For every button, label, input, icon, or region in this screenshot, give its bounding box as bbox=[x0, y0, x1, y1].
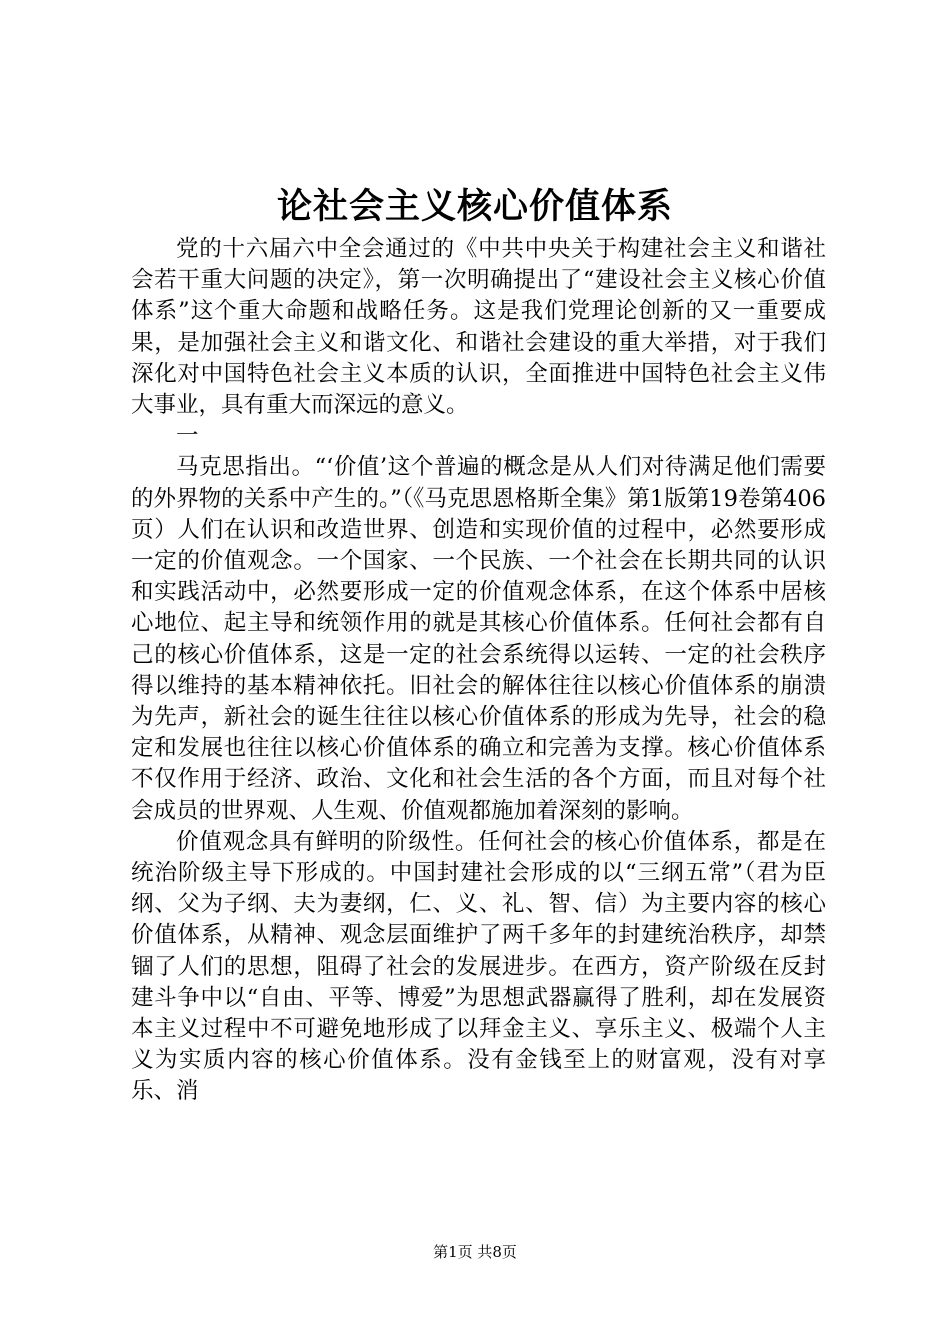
document-body bbox=[131, 234, 826, 1108]
paragraph-intro: 党的十六届六中全会通过的《中共中央关于构建社会主义和谐社会若干重大问题的决定》，第一次明确提出了“建设社会主义核心价值体系”这个重大命题和战略任务。这是我们党理论创新的又一重要成果，是加强社会主义和谐文化、和谐社会建设的重大举措，对于我们深化对中国特色社会主义本质的认识，全面推进中国特色社会主义伟大事业，具有重大而深远的意义。 bbox=[131, 236, 826, 419]
paragraph-class-nature: 价值观念具有鲜明的阶级性。任何社会的核心价值体系，都是在统治阶级主导下形成的。中国封建社会形成的以“三纲五常”（君为臣纲、父为子纲、夫为妻纲，仁、义、礼、智、信）为主要内容的核心价值体系，从精神、观念层面维护了两千多年的封建统治秩序，却禁锢了人们的思想，阻碍了社会的发展进步。在西方，资产阶级在反封建斗争中以“自由、平等、博爱”为思想武器赢得了胜利，却在发展资本主义过程中不可避免地形成了以拜金主义、享乐主义、极端个人主义为实质内容的核心价值体系。没有金钱至上的财富观，没有对享乐、消 bbox=[131, 828, 826, 1105]
section-heading-one: 一 bbox=[176, 423, 199, 450]
paragraph-marx-quote: 马克思指出。“‘价值’这个普遍的概念是从人们对待满足他们需要的外界物的关系中产生的。”（《马克思恩格斯全集》第1版第19卷第406页）人们在认识和改造世界、创造和实现价值的过程中，必然要形成一定的价值观念。一个国家、一个民族、一个社会在长期共同的认识和实践活动中，必然要形成一定的价值观念体系，在这个体系中居核心地位、起主导和统领作用的就是其核心价值体系。任何社会都有自己的核心价值体系，这是一定的社会系统得以运转、一定的社会秩序得以维持的基本精神依托。旧社会的解体往往以核心价值体系的崩溃为先声，新社会的诞生往往以核心价值体系的形成为先导，社会的稳定和发展也往往以核心价值体系的确立和完善为支撑。核心价值体系不仅作用于经济、政治、文化和社会生活的各个方面，而且对每个社会成员的世界观、人生观、价值观都施加着深刻的影响。 bbox=[131, 454, 826, 824]
page-number-footer: 第1页 共8页 bbox=[433, 1243, 517, 1261]
document-title: 论社会主义核心价值体系 bbox=[276, 187, 673, 227]
